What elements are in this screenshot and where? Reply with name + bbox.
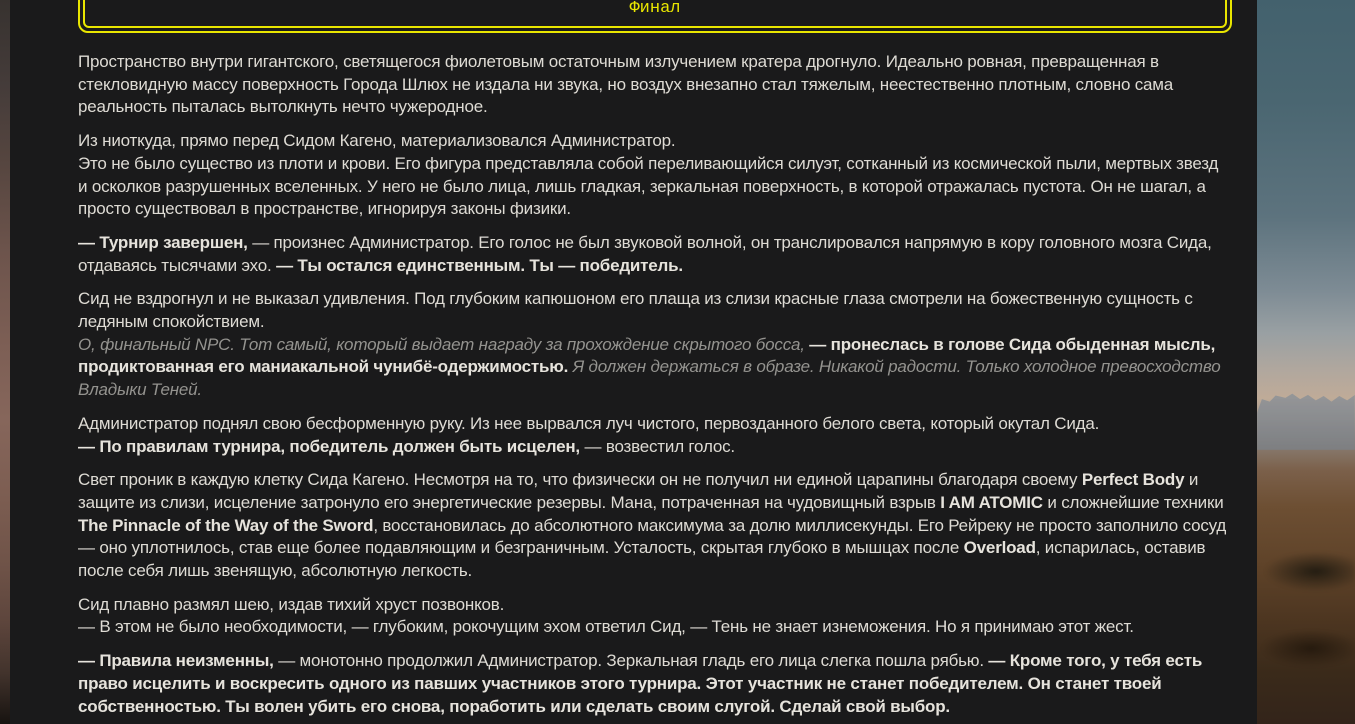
text-run: Пространство внутри гигантского, светящегося фиолетовым остаточным излучением кратера дрогнуло. Идеально ровная, превращенная в стекловидную массу поверхность Города Шлюх не издала ни звука, но воздух внезапно стал тяжелым, неестественно плотным, словно сама реальность пыталась вытолкнуть нечто чужеродное. <box>78 52 1174 117</box>
story-text <box>78 33 1232 718</box>
text-run: Свет проник в каждую клетку Сида Кагено. Несмотря на то, что физически он не получил ни единой царапины благодаря своему <box>78 470 1082 490</box>
chapter-title: Финал <box>629 0 681 18</box>
text-run: , испарилась, оставив после себя лишь звенящую, абсолютную легкость. <box>78 538 1206 581</box>
reader-content-panel <box>10 0 1257 724</box>
text-run: Perfect Body <box>1081 470 1185 490</box>
text-run: — монотонно продолжил Администратор. Зеркальная гладь его лица слегка пошла рябью. <box>273 651 989 671</box>
paragraph <box>78 650 1232 718</box>
text-run: и защите из слизи, исцеление затронуло его энергетические резервы. Мана, потраченная на чудовищный взрыв <box>78 470 1199 512</box>
text-run: — По правилам турнира, победитель должен быть исцелен, <box>78 436 580 456</box>
text-run: I AM ATOMIC <box>940 492 1043 512</box>
text-run: — произнес Администратор. Его голос не был звуковой волной, он транслировался напрямую в кору головного мозга Сида, отдаваясь тысячами эхо. <box>78 232 1212 275</box>
text-run: — Правила неизменны, <box>78 651 274 671</box>
text-run: — Кроме того, у тебя есть право исцелить и воскресить одного из павших участников этого турнира. Этот участник не станет победителем. Он станет твоей собственностью. Ты волен убить его снова, поработить или сделать своим слугой. Сделай свой выбор. <box>78 651 1203 716</box>
background-left-strip <box>0 0 10 724</box>
paragraph <box>78 288 1232 402</box>
text-run: О, финальный NPC. Тот самый, который выдает награду за прохождение скрытого босса, <box>78 334 805 354</box>
background-desert-brush <box>1257 545 1355 593</box>
background-rock-cliffs <box>1257 388 1355 450</box>
text-run: — В этом не было необходимости, — глубоким, рокочущим эхом ответил Сид, — Тень не знает изнеможения. Но я принимаю этот жест. <box>78 617 1134 637</box>
text-run: Это не было существо из плоти и крови. Его фигура представляла собой переливающийся силуэт, сотканный из космической пыли, мертвых звезд и осколков разрушенных вселенных. У него не было лица, лишь гладкая, зеркальная поверхность, в которой отражалась пустота. Он не шагал, а просто существовал в пространстве, игнорируя законы физики. <box>78 153 1219 219</box>
text-run: — Турнир завершен, <box>78 232 248 252</box>
paragraph <box>78 232 1232 277</box>
paragraph <box>78 594 1232 639</box>
text-column <box>78 0 1232 718</box>
text-run: — Ты остался единственным. Ты — победитель. <box>276 255 683 275</box>
text-run: Сид плавно размял шею, издав тихий хруст позвонков. <box>78 594 505 614</box>
paragraph <box>78 51 1232 119</box>
text-run: Сид не вздрогнул и не выказал удивления. Под глубоким капюшоном его плаща из слизи красные глаза смотрели на божественную сущность с ледяным спокойствием. <box>78 289 1193 332</box>
text-run: — пронеслась в голове Сида обыденная мысль, продиктованная его маниакальной чунибё-одержимостью. <box>78 334 1216 377</box>
text-run: The Pinnacle of the Way of the Sword <box>78 515 374 535</box>
text-run: Из ниоткуда, прямо перед Сидом Кагено, материализовался Администратор. <box>78 131 676 151</box>
text-run: Администратор поднял свою бесформенную руку. Из нее вырвался луч чистого, первозданного белого света, который окутал Сида. <box>78 413 1100 433</box>
text-run: Я должен держаться в образе. Никакой радости. Только холодное превосходство Владыки Теней. <box>78 357 1221 400</box>
text-run: , восстановилась до абсолютного максимума за долю миллисекунды. Его Рейреку не просто заполнило сосуд — оно уплотнилось, став еще более подавляющим и безграничным. Усталость, скрытая глубоко в мышцах после <box>78 515 1227 558</box>
chapter-title-inner-border <box>83 0 1227 28</box>
paragraph <box>78 469 1232 583</box>
paragraph <box>78 130 1232 221</box>
text-run: и сложнейшие техники <box>1042 492 1224 512</box>
text-run: — возвестил голос. <box>579 436 735 456</box>
text-run: Overload <box>963 538 1036 558</box>
chapter-title-box <box>78 0 1232 33</box>
paragraph <box>78 413 1232 458</box>
background-desert-mound <box>1257 622 1355 670</box>
